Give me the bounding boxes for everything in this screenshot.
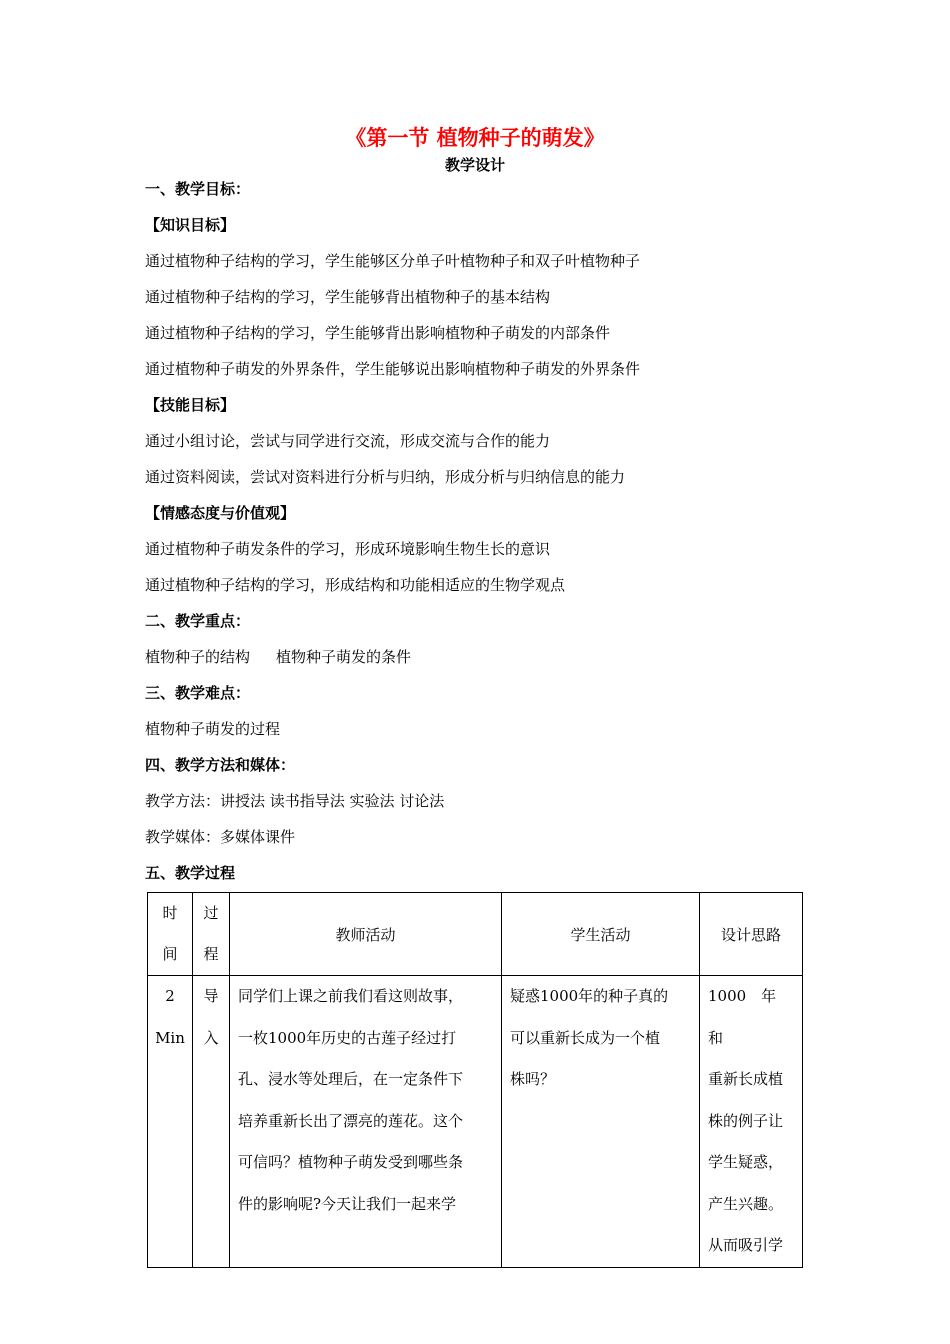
cell-line: 一枚1000年历史的古莲子经过打 [238,1028,457,1047]
header-time-char: 时 [162,904,178,922]
header-student-activity: 学生活动 [502,893,700,976]
cell-line: 学生疑惑， [708,1153,784,1171]
header-stage [193,893,230,976]
header-stage-char: 过 [203,904,219,922]
key-point: 植物种子的结构 [145,648,251,666]
knowledge-item: 通过植物种子结构的学习，学生能够区分单子叶植物种子和双子叶植物种子 [145,252,641,270]
cell-line: 件的影响呢?今天让我们一起来学 [238,1194,457,1213]
knowledge-item: 通过植物种子结构的学习，学生能够背出植物种子的基本结构 [145,288,551,306]
header-stage-char: 程 [203,945,219,963]
cell-time [148,976,193,1268]
cell-stage [193,976,230,1268]
attitude-objectives-heading: 【情感态度与价值观】 [145,504,296,522]
cell-design-idea [700,976,803,1268]
cell-line: 产生兴趣。 [708,1194,784,1213]
section-heading-difficulties: 三、教学难点： [145,684,251,702]
skill-item: 通过小组讨论，尝试与同学进行交流，形成交流与合作的能力 [145,432,551,450]
cell-line: 同学们上课之前我们看这则故事， [238,987,464,1005]
section-heading-methods: 四、教学方法和媒体： [145,756,296,774]
attitude-item: 通过植物种子萌发条件的学习，形成环境影响生物生长的意识 [145,540,551,558]
difficulty-item: 植物种子萌发的过程 [145,720,281,738]
cell-line: 可信吗？植物种子萌发受到哪些条 [238,1153,464,1171]
cell-text: Min [155,1028,185,1047]
cell-text: 导 [203,987,219,1005]
cell-line: 株吗？ [510,1070,556,1088]
cell-teacher-activity [230,976,502,1268]
section-heading-process: 五、教学过程 [145,864,236,882]
skill-objectives-heading: 【技能目标】 [145,396,236,414]
header-time-char: 间 [162,945,178,963]
page-title: 《第一节 植物种子的萌发》 [345,126,605,150]
cell-line: 疑惑1000年的种子真的 [510,987,669,1005]
methods-item: 教学方法：讲授法 读书指导法 实验法 讨论法 [145,792,445,810]
table-header-row [148,893,803,976]
section-heading-objectives: 一、教学目标： [145,180,251,198]
cell-line: 株的例子让 [708,1111,784,1130]
process-table [147,892,803,1268]
header-time [148,893,193,976]
knowledge-item: 通过植物种子结构的学习，学生能够背出影响植物种子萌发的内部条件 [145,324,611,342]
cell-line: 孔、浸水等处理后，在一定条件下 [238,1070,464,1088]
media-item: 教学媒体：多媒体课件 [145,828,296,846]
knowledge-item: 通过植物种子萌发的外界条件，学生能够说出影响植物种子萌发的外界条件 [145,360,641,378]
skill-item: 通过资料阅读，尝试对资料进行分析与归纳，形成分析与归纳信息的能力 [145,468,626,486]
cell-line: 可以重新长成为一个植 [510,1028,661,1047]
cell-text: 入 [203,1028,219,1047]
header-teacher-activity: 教师活动 [230,893,502,976]
knowledge-objectives-heading: 【知识目标】 [145,216,236,234]
key-point: 植物种子萌发的条件 [276,648,412,666]
cell-line: 重新长成植 [708,1070,784,1088]
cell-line: 1000 年 和 [708,987,792,1047]
section-heading-key-points: 二、教学重点： [145,612,251,630]
cell-student-activity [502,976,700,1268]
cell-line: 从而吸引学 [708,1236,784,1254]
table-row [148,976,803,1268]
cell-text: 2 [165,987,175,1005]
header-design-idea: 设计思路 [700,893,803,976]
page-subtitle: 教学设计 [444,156,505,174]
key-points-line [145,646,411,667]
attitude-item: 通过植物种子结构的学习，形成结构和功能相适应的生物学观点 [145,576,566,594]
cell-line: 培养重新长出了漂亮的莲花。这个 [238,1111,464,1130]
